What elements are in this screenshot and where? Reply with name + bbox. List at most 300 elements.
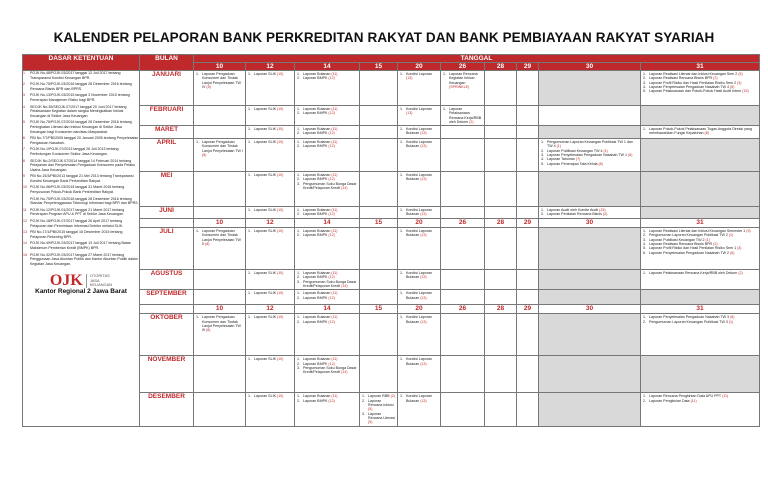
report-number: 1. <box>643 315 646 320</box>
report-label: Laporan Bulanan <box>303 229 332 234</box>
calendar-cell <box>246 393 295 427</box>
dasar-ketentuan-list <box>23 71 140 427</box>
report-item <box>400 140 438 149</box>
report-label: Laporan Bulanan <box>303 72 332 76</box>
report-label: Laporan Bulanan <box>303 208 332 213</box>
calendar-cell <box>295 290 360 305</box>
report-item <box>248 394 292 398</box>
report-label: Laporan Rencana Kegiatan Inklusi Keuangan <box>449 72 478 85</box>
calendar-table <box>22 54 760 427</box>
calendar-cell <box>485 71 517 106</box>
report-text <box>202 72 243 89</box>
report-text <box>254 229 283 233</box>
regulation-text: POJK No.76/POJK.07/2016 tanggal 28 Desember 2016 tentang Peningkatan Literasi dan Inklusi Keuangan di Sektor Jasa Keuangan bagi Konsumen dan/atau Masyarakat. <box>30 120 132 134</box>
calendar-cell <box>485 126 517 139</box>
report-item <box>297 212 357 216</box>
report-number: 1. <box>400 271 403 276</box>
calendar-cell <box>485 356 517 393</box>
day-header: 28 <box>485 63 517 71</box>
regulation-text: POJK No.75/POJK.03/2016 tanggal 28 Desember 2016 tentang Standar Penyelenggaraan Teknologi Informasi bagi BPR dan BPRS. <box>30 196 139 206</box>
report-number: 2. <box>297 212 300 217</box>
report-label: Laporan Bulanan <box>303 291 332 296</box>
calendar-cell <box>246 356 295 393</box>
report-label: Laporan Rencana Pengkinian Data APU PPT <box>649 394 723 399</box>
regulation-number: 13 <box>23 230 27 235</box>
regulation-number: 9 <box>23 174 25 179</box>
report-number: 1. <box>248 229 251 234</box>
report-number: 1. <box>400 140 403 145</box>
report-reference: (10) <box>276 394 284 399</box>
report-reference: (10) <box>276 127 284 132</box>
report-item <box>400 127 438 136</box>
calendar-cell <box>641 270 760 290</box>
calendar-cell <box>441 356 485 393</box>
calendar-cell <box>517 356 539 393</box>
calendar-cell <box>398 393 441 427</box>
day-number-band: 14 <box>295 219 360 228</box>
month-des: DESEMBER <box>140 393 194 427</box>
report-label: Kondisi Laporan Bulanan <box>406 394 432 403</box>
report-label: Kondisi Laporan Bulanan <box>406 229 432 238</box>
report-item <box>248 291 292 295</box>
report-text <box>406 271 438 280</box>
report-label: Laporan BMPK <box>303 275 329 280</box>
report-reference: (10) <box>276 229 284 234</box>
report-label: Laporan BMPK <box>303 319 329 324</box>
report-number: 1. <box>297 394 300 399</box>
report-label: Pengumuman Suku Bunga Dasar Kredit/Pelaporan Kredit <box>303 181 357 191</box>
calendar-cell <box>360 393 398 427</box>
report-item <box>643 127 757 136</box>
calendar-cell <box>398 71 441 106</box>
report-text <box>406 208 438 217</box>
report-label: Laporan Penyelesaian Pengaduan Nasabah TW 1 <box>547 153 629 158</box>
report-text <box>406 229 438 238</box>
calendar-cell <box>441 393 485 427</box>
calendar-cell <box>360 207 398 219</box>
report-item <box>362 412 395 425</box>
report-label: Laporan Realisasi Rencana Bisnis BPR <box>649 76 714 81</box>
report-label: Pengumuman Laporan Keuangan Publikasi TW 1 dan TW 4 <box>547 140 633 149</box>
report-number: 1. <box>248 271 251 276</box>
report-text <box>406 315 438 324</box>
report-text <box>303 144 335 148</box>
report-label: Laporan SLIK <box>254 140 277 145</box>
report-reference: (14) <box>341 186 348 191</box>
report-number: 1. <box>297 229 300 234</box>
report-label: Kondisi Laporan Bulanan <box>406 208 432 217</box>
report-number: 1. <box>643 127 646 132</box>
report-item <box>248 271 292 275</box>
report-reference: (12) <box>328 398 335 403</box>
regulation-text: POJK No.06/POJK.03/2015 tanggal 31 Maret 2015 tentang Penyusunan Pokok-Pokok Bank Perkreditan Rakyat. <box>30 185 125 195</box>
report-label: Laporan BMPK <box>303 295 329 300</box>
report-number: 2. <box>297 177 300 182</box>
calendar-cell <box>246 139 295 172</box>
report-number: 1. <box>400 173 403 178</box>
report-reference: (11) <box>331 315 338 320</box>
calendar-cell <box>398 207 441 219</box>
report-item <box>400 394 438 403</box>
logo-sub-line: OTORITAS <box>89 273 110 279</box>
report-text <box>254 208 283 212</box>
day-header: 15 <box>360 63 398 71</box>
report-reference: (8) <box>598 161 603 166</box>
calendar-cell <box>539 207 641 219</box>
report-number: 1. <box>400 127 403 132</box>
report-item <box>400 229 438 238</box>
report-number: 1. <box>297 291 300 296</box>
calendar-cell <box>539 71 641 106</box>
calendar-cell <box>441 207 485 219</box>
calendar-cell <box>295 270 360 290</box>
calendar-cell <box>360 106 398 126</box>
calendar-cell <box>641 393 760 427</box>
calendar-cell <box>641 290 760 305</box>
regulation-number: 11 <box>23 207 27 212</box>
calendar-cell <box>517 106 539 126</box>
report-reference: (8) <box>704 131 709 136</box>
report-item <box>400 315 438 324</box>
day-number-band: 31 <box>641 219 760 228</box>
report-label: Pengumuman Laporan Keuangan Publikasi TW 3 <box>649 319 729 324</box>
report-reference: (6) <box>628 153 633 158</box>
calendar-cell <box>539 228 641 270</box>
report-number: 1. <box>400 291 403 296</box>
day-number-band: 10 <box>194 305 246 314</box>
calendar-cell <box>441 126 485 139</box>
month-okt: OKTOBER <box>140 314 194 356</box>
month-agu: AGUSTUS <box>140 270 194 290</box>
report-text <box>303 399 335 403</box>
report-reference: (11) <box>690 398 697 403</box>
regulation-item <box>23 197 139 206</box>
report-number: 1. <box>400 357 403 362</box>
report-number: 1. <box>362 394 365 399</box>
report-reference: (6) <box>730 315 735 320</box>
report-item <box>297 296 357 300</box>
report-number: 1. <box>248 315 251 320</box>
report-number: 1. <box>643 72 646 76</box>
report-number: 1. <box>248 127 251 132</box>
day-number-band: 28 <box>485 305 517 314</box>
report-label: Laporan SLIK <box>254 173 277 178</box>
report-reference: (11) <box>331 140 338 145</box>
report-item <box>248 229 292 233</box>
logo-sub-line: KEUANGAN <box>89 282 113 288</box>
report-reference: (11) <box>331 173 338 178</box>
calendar-cell <box>539 356 641 393</box>
report-reference: (12) <box>328 144 335 149</box>
report-label: Laporan Profil Risiko dan Hasil Penilaian Risiko Sem 2 <box>649 80 738 85</box>
day-number-band: 29 <box>517 219 539 228</box>
report-item <box>196 72 243 89</box>
day-header: 20 <box>398 63 441 71</box>
calendar-cell <box>398 290 441 305</box>
regulation-number: 1 <box>23 71 25 75</box>
report-text <box>254 173 283 177</box>
calendar-cell <box>539 393 641 427</box>
report-item <box>643 251 757 255</box>
calendar-cell <box>360 228 398 270</box>
calendar-cell <box>246 106 295 126</box>
report-label: Laporan Bulanan <box>303 107 332 111</box>
report-label: Pengumuman Suku Bunga Dasar Kredit/Pelaporan Kredit <box>303 279 357 289</box>
calendar-cell <box>641 106 760 126</box>
day-number-band: 10 <box>194 219 246 228</box>
report-label: Laporan Realisasi Literasi dan Inklusi Keuangan Sem 2 <box>649 72 739 76</box>
month-spacer <box>140 219 194 228</box>
report-reference: (13) <box>420 144 427 149</box>
calendar-cell <box>539 314 641 356</box>
report-number: 1. <box>400 208 403 213</box>
calendar-cell <box>539 106 641 126</box>
report-item <box>400 357 438 366</box>
calendar-cell <box>246 172 295 207</box>
calendar-cell <box>360 172 398 207</box>
report-reference: (12) <box>328 177 335 182</box>
report-number: 3. <box>362 411 365 416</box>
report-label: Laporan Realisasi Literasi dan Inklusi Keuangan Semester 1 <box>649 229 747 234</box>
report-text <box>254 107 283 111</box>
report-label: Laporan Penilaian Rencana Bisnis <box>547 212 603 217</box>
report-text <box>254 271 283 275</box>
report-label: Laporan BMPK <box>303 111 329 116</box>
report-reference: (6) <box>730 84 735 89</box>
report-number: 1. <box>400 107 403 111</box>
report-label: Laporan SLIK <box>254 72 277 76</box>
report-reference: (8) <box>206 328 211 333</box>
report-text <box>368 399 395 412</box>
report-reference: (10) <box>276 271 284 276</box>
report-item <box>248 140 292 144</box>
report-reference: (15) <box>599 208 606 213</box>
day-number-band: 28 <box>485 219 517 228</box>
calendar-cell <box>441 228 485 270</box>
day-header: 30 <box>539 63 641 71</box>
calendar-cell <box>641 228 760 270</box>
calendar-cell <box>441 314 485 356</box>
report-label: Laporan Penerapan Tata Kelola <box>547 161 599 166</box>
report-item <box>297 399 357 403</box>
day-number-band: 30 <box>539 305 641 314</box>
report-text <box>303 76 335 80</box>
report-number: 2. <box>297 275 300 280</box>
report-label: Laporan Pelaksanaan Rencana Kerja/RBB oleh Dekom <box>449 107 482 124</box>
calendar-cell <box>398 314 441 356</box>
report-label: Laporan Penyelesaian Pengaduan Nasabah TW 4 <box>649 84 731 89</box>
report-reference: (3) <box>737 80 742 85</box>
report-number: 5. <box>643 89 646 94</box>
regulation-item <box>23 82 139 91</box>
report-number: 1. <box>643 394 646 399</box>
report-item <box>248 315 292 319</box>
calendar-cell <box>517 270 539 290</box>
ojk-logo-block <box>23 271 139 295</box>
report-label: Laporan Pengaduan Konsumen dan Tindak Lanjut Penyelesaian TW IV <box>202 72 241 89</box>
report-text <box>406 140 438 149</box>
calendar-cell <box>441 290 485 305</box>
day-header: 14 <box>295 63 360 71</box>
report-label: Laporan Bulanan <box>303 140 332 145</box>
report-item <box>643 399 757 403</box>
month-jan: JANUARI <box>140 71 194 106</box>
report-reference: (1) <box>728 233 734 238</box>
report-item <box>400 291 438 300</box>
report-label: Laporan Realisasi Rencana Bisnis BPR <box>649 242 714 247</box>
regulation-text: SEOJK No.2/SEOJK.07/2014 tanggal 14 Februari 2014 tentang Pelayanan dan Penyelesaian Pengaduan Konsumen pada Pelaku Usaha Jasa Keuangan. <box>30 158 136 172</box>
report-label: Laporan SLIK <box>254 229 277 234</box>
calendar-cell <box>194 393 246 427</box>
day-header: 12 <box>246 63 295 71</box>
day-number-band: 12 <box>246 219 295 228</box>
report-reference: (10) <box>276 72 284 76</box>
report-reference: (10) <box>276 291 284 296</box>
report-reference: (12) <box>328 233 335 238</box>
report-reference: (12) <box>328 212 335 217</box>
report-text <box>303 111 335 115</box>
report-text <box>649 399 697 403</box>
calendar-cell <box>360 126 398 139</box>
report-label: Laporan Pengaduan Konsumen dan Tindak Lanjut Penyelesaian TW II <box>202 229 241 247</box>
calendar-cell <box>641 314 760 356</box>
calendar-cell <box>295 356 360 393</box>
calendar-cell <box>246 314 295 356</box>
regulation-number: 8 <box>23 158 25 163</box>
regulation-item <box>23 159 139 173</box>
report-item <box>297 366 357 375</box>
report-reference: (3) <box>737 246 742 251</box>
report-reference: (2) <box>390 394 395 399</box>
calendar-cell <box>194 314 246 356</box>
report-number: 1. <box>248 394 251 399</box>
report-text <box>649 320 733 324</box>
report-label: Laporan BMPK <box>303 233 329 238</box>
calendar-cell <box>485 228 517 270</box>
calendar-cell <box>295 71 360 106</box>
report-label: Laporan SLIK <box>254 357 277 362</box>
report-reference: (2) <box>713 76 718 81</box>
report-label: Laporan Penyelesaian Pengaduan Nasabah TW 3 <box>649 315 731 320</box>
day-number-band: 12 <box>246 305 295 314</box>
report-number: 2. <box>643 233 646 238</box>
calendar-cell <box>517 207 539 219</box>
day-number-band: 26 <box>441 219 485 228</box>
report-text <box>202 140 243 157</box>
calendar-cell <box>485 172 517 207</box>
report-label: Laporan Bulanan <box>303 357 332 362</box>
report-number: 2. <box>643 398 646 403</box>
ojk-logo-subtitle <box>86 274 112 288</box>
report-reference: (13) <box>420 212 427 217</box>
report-reference: (10) <box>276 208 284 213</box>
regulation-number: 5 <box>23 120 25 125</box>
regulation-item <box>23 241 139 250</box>
report-item <box>196 315 243 332</box>
report-reference: (12) <box>328 131 335 136</box>
regulation-item <box>23 219 139 228</box>
report-label: Laporan Pelaksanaan Rencana Kerja/RBB oleh Dekom <box>649 271 739 276</box>
report-reference: (11) <box>331 357 338 362</box>
report-item <box>196 229 243 246</box>
report-label: Laporan Pelaksanaan dan Pokok-Pokok Hasil Audit Intern <box>649 89 743 94</box>
calendar-cell <box>398 228 441 270</box>
month-jul: JULI <box>140 228 194 270</box>
calendar-cell <box>539 126 641 139</box>
report-number: 1. <box>297 173 300 178</box>
report-label: Kondisi Laporan Bulanan <box>406 173 432 182</box>
report-text <box>303 366 357 375</box>
regulation-number: 3 <box>23 93 25 98</box>
report-label: Laporan SLIK <box>254 271 277 276</box>
calendar-cell <box>517 393 539 427</box>
report-text <box>254 127 283 131</box>
report-number: 1. <box>400 315 403 320</box>
report-label: Laporan Bulanan <box>303 271 332 276</box>
report-number: 2. <box>643 319 646 324</box>
calendar-cell <box>194 270 246 290</box>
report-label: Laporan Pengkinian Data <box>649 398 691 403</box>
report-label: Laporan Penyelesaian Pengaduan Nasabah TW 2 <box>649 250 731 255</box>
report-item <box>400 173 438 182</box>
report-reference: (SPRINKLE) <box>449 84 470 89</box>
report-number: 1. <box>297 208 300 213</box>
report-text <box>547 162 603 166</box>
report-reference: (1) <box>705 237 710 242</box>
regulation-text: PBI No.17/1/PBI/2015 tanggal 16 Desember 2015 tentang Pelaporan Rekening BPR. <box>30 230 123 239</box>
report-reference: (13) <box>406 111 413 116</box>
report-text <box>254 291 283 295</box>
calendar-cell <box>641 356 760 393</box>
report-text <box>406 107 438 116</box>
report-item <box>443 72 482 89</box>
report-reference: (11) <box>331 107 338 111</box>
report-number: 2. <box>297 111 300 116</box>
regulation-number: 10 <box>23 185 27 190</box>
report-item <box>297 320 357 324</box>
report-reference: (11) <box>331 394 338 399</box>
report-number: 1. <box>248 72 251 76</box>
report-label: Laporan BMPK <box>303 177 329 182</box>
report-number: 2. <box>297 319 300 324</box>
report-text <box>406 72 438 81</box>
calendar-cell <box>485 314 517 356</box>
report-text <box>406 173 438 182</box>
report-reference: (7) <box>575 157 581 162</box>
report-text <box>303 233 335 237</box>
report-item <box>248 173 292 177</box>
report-label: Laporan Bulanan <box>303 173 332 178</box>
calendar-cell <box>194 356 246 393</box>
header-bulan: BULAN <box>140 55 194 71</box>
calendar-cell <box>246 207 295 219</box>
report-number: 1. <box>297 140 300 145</box>
report-reference: (12) <box>328 111 335 116</box>
report-text <box>254 315 283 319</box>
report-reference: (12) <box>328 76 335 81</box>
calendar-cell <box>194 71 246 106</box>
report-number: 1. <box>443 107 446 111</box>
report-reference: (13) <box>406 76 413 81</box>
report-item <box>297 144 357 148</box>
report-reference: (12) <box>328 319 335 324</box>
calendar-cell <box>295 393 360 427</box>
calendar-cell <box>246 270 295 290</box>
report-number: 5. <box>643 246 646 251</box>
calendar-cell <box>539 172 641 207</box>
day-number-band: 30 <box>539 219 641 228</box>
calendar-cell <box>485 290 517 305</box>
